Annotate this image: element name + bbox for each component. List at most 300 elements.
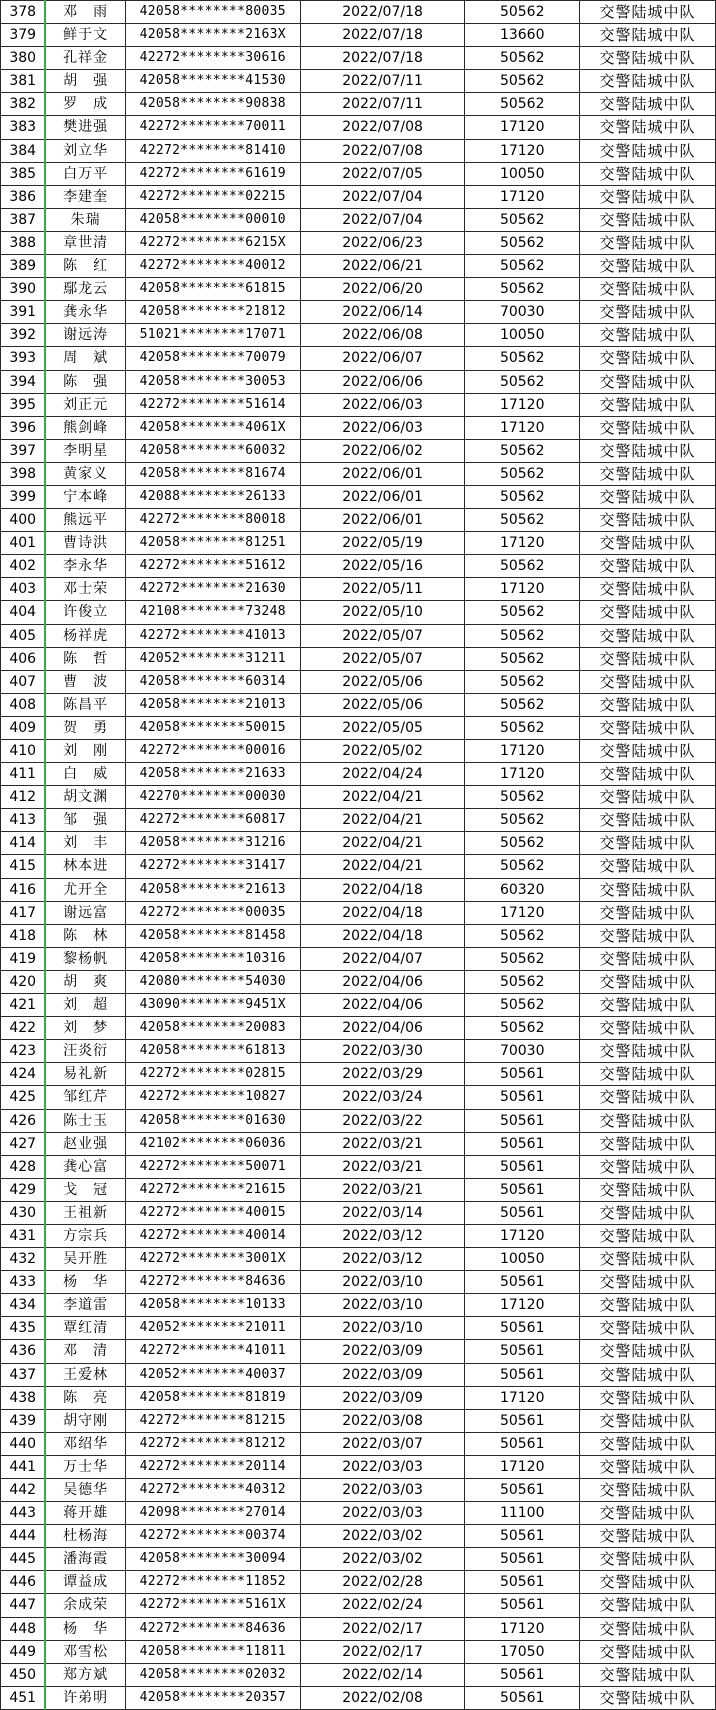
date-cell: 2022/05/07 <box>300 647 465 670</box>
id-number-cell: 42272********70011 <box>125 116 300 139</box>
date-cell: 2022/06/08 <box>300 324 465 347</box>
row-number-cell: 425 <box>1 1086 46 1109</box>
table-row <box>1 578 716 601</box>
date-cell: 2022/03/14 <box>300 1201 465 1224</box>
table-row <box>1 1109 716 1132</box>
name-cell: 蒋开雄 <box>45 1502 125 1525</box>
row-number-cell: 444 <box>1 1525 46 1548</box>
unit-cell: 交警陆城中队 <box>580 924 716 947</box>
row-number-cell: 380 <box>1 47 46 70</box>
amount-cell: 50562 <box>465 485 580 508</box>
amount-cell: 17120 <box>465 393 580 416</box>
id-number-cell: 42088********26133 <box>125 485 300 508</box>
id-number-cell: 42058********81458 <box>125 924 300 947</box>
id-number-cell: 42272********31417 <box>125 855 300 878</box>
unit-cell: 交警陆城中队 <box>580 393 716 416</box>
unit-cell: 交警陆城中队 <box>580 947 716 970</box>
table-row <box>1 1317 716 1340</box>
unit-cell: 交警陆城中队 <box>580 1455 716 1478</box>
row-number-cell: 436 <box>1 1340 46 1363</box>
name-cell: 杨 华 <box>45 1617 125 1640</box>
id-number-cell: 42272********21630 <box>125 578 300 601</box>
date-cell: 2022/03/02 <box>300 1548 465 1571</box>
id-number-cell: 42272********81215 <box>125 1409 300 1432</box>
table-row <box>1 970 716 993</box>
amount-cell: 50562 <box>465 716 580 739</box>
date-cell: 2022/05/06 <box>300 693 465 716</box>
table-row <box>1 786 716 809</box>
amount-cell: 50562 <box>465 555 580 578</box>
date-cell: 2022/07/08 <box>300 139 465 162</box>
name-cell: 熊远平 <box>45 509 125 532</box>
row-number-cell: 404 <box>1 601 46 624</box>
table-row <box>1 1086 716 1109</box>
id-number-cell: 42058********21613 <box>125 878 300 901</box>
date-cell: 2022/06/01 <box>300 462 465 485</box>
amount-cell: 50562 <box>465 347 580 370</box>
amount-cell: 17120 <box>465 1617 580 1640</box>
unit-cell: 交警陆城中队 <box>580 162 716 185</box>
date-cell: 2022/06/20 <box>300 278 465 301</box>
table-row <box>1 255 716 278</box>
row-number-cell: 451 <box>1 1686 46 1709</box>
date-cell: 2022/03/10 <box>300 1317 465 1340</box>
table-row <box>1 231 716 254</box>
table-row <box>1 1017 716 1040</box>
name-cell: 杜杨海 <box>45 1525 125 1548</box>
id-number-cell: 42058********11811 <box>125 1640 300 1663</box>
amount-cell: 50562 <box>465 994 580 1017</box>
id-number-cell: 42080********54030 <box>125 970 300 993</box>
unit-cell: 交警陆城中队 <box>580 301 716 324</box>
table-row <box>1 901 716 924</box>
table-row <box>1 47 716 70</box>
date-cell: 2022/05/19 <box>300 532 465 555</box>
amount-cell: 17120 <box>465 1455 580 1478</box>
row-number-cell: 392 <box>1 324 46 347</box>
id-number-cell: 42272********50071 <box>125 1155 300 1178</box>
date-cell: 2022/03/02 <box>300 1525 465 1548</box>
row-number-cell: 416 <box>1 878 46 901</box>
row-number-cell: 401 <box>1 532 46 555</box>
date-cell: 2022/07/11 <box>300 70 465 93</box>
name-cell: 方宗兵 <box>45 1224 125 1247</box>
table-row <box>1 462 716 485</box>
date-cell: 2022/03/03 <box>300 1479 465 1502</box>
id-number-cell: 42272********00374 <box>125 1525 300 1548</box>
amount-cell: 17120 <box>465 1224 580 1247</box>
name-cell: 邓 清 <box>45 1340 125 1363</box>
amount-cell: 50561 <box>465 1409 580 1432</box>
id-number-cell: 42058********61813 <box>125 1040 300 1063</box>
table-row <box>1 139 716 162</box>
row-number-cell: 448 <box>1 1617 46 1640</box>
unit-cell: 交警陆城中队 <box>580 1640 716 1663</box>
amount-cell: 50562 <box>465 601 580 624</box>
id-number-cell: 42270********00030 <box>125 786 300 809</box>
id-number-cell: 42058********90838 <box>125 93 300 116</box>
unit-cell: 交警陆城中队 <box>580 1340 716 1363</box>
unit-cell: 交警陆城中队 <box>580 670 716 693</box>
table-row <box>1 1248 716 1271</box>
id-number-cell: 42272********51614 <box>125 393 300 416</box>
row-number-cell: 437 <box>1 1363 46 1386</box>
name-cell: 汪炎衍 <box>45 1040 125 1063</box>
name-cell: 李永华 <box>45 555 125 578</box>
row-number-cell: 381 <box>1 70 46 93</box>
unit-cell: 交警陆城中队 <box>580 1086 716 1109</box>
table-row <box>1 370 716 393</box>
unit-cell: 交警陆城中队 <box>580 347 716 370</box>
name-cell: 陈士玉 <box>45 1109 125 1132</box>
name-cell: 朱瑞 <box>45 208 125 231</box>
name-cell: 陈昌平 <box>45 693 125 716</box>
amount-cell: 17120 <box>465 1294 580 1317</box>
row-number-cell: 420 <box>1 970 46 993</box>
id-number-cell: 42272********20114 <box>125 1455 300 1478</box>
date-cell: 2022/02/24 <box>300 1594 465 1617</box>
row-number-cell: 385 <box>1 162 46 185</box>
table-row <box>1 1640 716 1663</box>
amount-cell: 70030 <box>465 1040 580 1063</box>
row-number-cell: 409 <box>1 716 46 739</box>
row-number-cell: 438 <box>1 1386 46 1409</box>
id-number-cell: 42102********06036 <box>125 1132 300 1155</box>
table-row <box>1 24 716 47</box>
unit-cell: 交警陆城中队 <box>580 116 716 139</box>
amount-cell: 50562 <box>465 208 580 231</box>
date-cell: 2022/02/17 <box>300 1640 465 1663</box>
unit-cell: 交警陆城中队 <box>580 509 716 532</box>
amount-cell: 50561 <box>465 1686 580 1709</box>
unit-cell: 交警陆城中队 <box>580 1617 716 1640</box>
table-row <box>1 878 716 901</box>
row-number-cell: 429 <box>1 1178 46 1201</box>
date-cell: 2022/05/11 <box>300 578 465 601</box>
table-row <box>1 93 716 116</box>
row-number-cell: 390 <box>1 278 46 301</box>
unit-cell: 交警陆城中队 <box>580 1686 716 1709</box>
id-number-cell: 42058********00010 <box>125 208 300 231</box>
date-cell: 2022/06/01 <box>300 509 465 532</box>
row-number-cell: 407 <box>1 670 46 693</box>
table-row <box>1 393 716 416</box>
table-row <box>1 1224 716 1247</box>
date-cell: 2022/03/09 <box>300 1363 465 1386</box>
id-number-cell: 42058********01630 <box>125 1109 300 1132</box>
unit-cell: 交警陆城中队 <box>580 278 716 301</box>
table-row <box>1 116 716 139</box>
name-cell: 邓雪松 <box>45 1640 125 1663</box>
id-number-cell: 42272********00035 <box>125 901 300 924</box>
unit-cell: 交警陆城中队 <box>580 1271 716 1294</box>
id-number-cell: 42052********31211 <box>125 647 300 670</box>
row-number-cell: 388 <box>1 231 46 254</box>
id-number-cell: 42272********40014 <box>125 1224 300 1247</box>
id-number-cell: 42272********6215X <box>125 231 300 254</box>
name-cell: 胡守刚 <box>45 1409 125 1432</box>
id-number-cell: 42272********81410 <box>125 139 300 162</box>
table-row <box>1 1617 716 1640</box>
table-row <box>1 439 716 462</box>
id-number-cell: 43090********9451X <box>125 994 300 1017</box>
amount-cell: 10050 <box>465 1248 580 1271</box>
amount-cell: 50562 <box>465 1017 580 1040</box>
row-number-cell: 402 <box>1 555 46 578</box>
name-cell: 胡 强 <box>45 70 125 93</box>
unit-cell: 交警陆城中队 <box>580 416 716 439</box>
amount-cell: 50561 <box>465 1132 580 1155</box>
table-row <box>1 1479 716 1502</box>
name-cell: 李建奎 <box>45 185 125 208</box>
date-cell: 2022/07/08 <box>300 116 465 139</box>
id-number-cell: 42058********81674 <box>125 462 300 485</box>
name-cell: 杨 华 <box>45 1271 125 1294</box>
unit-cell: 交警陆城中队 <box>580 1479 716 1502</box>
unit-cell: 交警陆城中队 <box>580 1663 716 1686</box>
name-cell: 王爱林 <box>45 1363 125 1386</box>
amount-cell: 17050 <box>465 1640 580 1663</box>
table-row <box>1 809 716 832</box>
date-cell: 2022/04/21 <box>300 855 465 878</box>
unit-cell: 交警陆城中队 <box>580 901 716 924</box>
date-cell: 2022/05/05 <box>300 716 465 739</box>
date-cell: 2022/06/21 <box>300 255 465 278</box>
unit-cell: 交警陆城中队 <box>580 185 716 208</box>
amount-cell: 50561 <box>465 1432 580 1455</box>
row-number-cell: 428 <box>1 1155 46 1178</box>
id-number-cell: 42058********30053 <box>125 370 300 393</box>
name-cell: 吴开胜 <box>45 1248 125 1271</box>
row-number-cell: 413 <box>1 809 46 832</box>
table-row <box>1 1340 716 1363</box>
date-cell: 2022/04/21 <box>300 832 465 855</box>
date-cell: 2022/06/23 <box>300 231 465 254</box>
name-cell: 黎杨帆 <box>45 947 125 970</box>
id-number-cell: 42272********21615 <box>125 1178 300 1201</box>
id-number-cell: 42272********61619 <box>125 162 300 185</box>
name-cell: 李道雷 <box>45 1294 125 1317</box>
row-number-cell: 403 <box>1 578 46 601</box>
date-cell: 2022/03/07 <box>300 1432 465 1455</box>
row-number-cell: 400 <box>1 509 46 532</box>
row-number-cell: 433 <box>1 1271 46 1294</box>
amount-cell: 50562 <box>465 832 580 855</box>
date-cell: 2022/07/05 <box>300 162 465 185</box>
name-cell: 邹红芹 <box>45 1086 125 1109</box>
unit-cell: 交警陆城中队 <box>580 601 716 624</box>
amount-cell: 50561 <box>465 1086 580 1109</box>
table-row <box>1 1571 716 1594</box>
row-number-cell: 408 <box>1 693 46 716</box>
name-cell: 陈 红 <box>45 255 125 278</box>
date-cell: 2022/05/06 <box>300 670 465 693</box>
name-cell: 陈 强 <box>45 370 125 393</box>
table-row <box>1 1525 716 1548</box>
amount-cell: 10050 <box>465 324 580 347</box>
amount-cell: 50562 <box>465 947 580 970</box>
unit-cell: 交警陆城中队 <box>580 693 716 716</box>
amount-cell: 50562 <box>465 255 580 278</box>
date-cell: 2022/07/04 <box>300 185 465 208</box>
unit-cell: 交警陆城中队 <box>580 1201 716 1224</box>
name-cell: 赵业强 <box>45 1132 125 1155</box>
amount-cell: 50561 <box>465 1178 580 1201</box>
unit-cell: 交警陆城中队 <box>580 624 716 647</box>
row-number-cell: 396 <box>1 416 46 439</box>
amount-cell: 13660 <box>465 24 580 47</box>
date-cell: 2022/06/03 <box>300 393 465 416</box>
id-number-cell: 42272********5161X <box>125 1594 300 1617</box>
name-cell: 白万平 <box>45 162 125 185</box>
row-number-cell: 399 <box>1 485 46 508</box>
id-number-cell: 42058********60032 <box>125 439 300 462</box>
table-row <box>1 716 716 739</box>
row-number-cell: 422 <box>1 1017 46 1040</box>
name-cell: 许弟明 <box>45 1686 125 1709</box>
id-number-cell: 42058********60314 <box>125 670 300 693</box>
date-cell: 2022/04/21 <box>300 809 465 832</box>
table-row <box>1 1063 716 1086</box>
row-number-cell: 440 <box>1 1432 46 1455</box>
id-number-cell: 42058********21812 <box>125 301 300 324</box>
id-number-cell: 42272********02815 <box>125 1063 300 1086</box>
name-cell: 孔祥金 <box>45 47 125 70</box>
name-cell: 胡 爽 <box>45 970 125 993</box>
id-number-cell: 42058********50015 <box>125 716 300 739</box>
amount-cell: 50561 <box>465 1109 580 1132</box>
records-table-body <box>1 1 716 1710</box>
unit-cell: 交警陆城中队 <box>580 740 716 763</box>
table-row <box>1 485 716 508</box>
row-number-cell: 398 <box>1 462 46 485</box>
row-number-cell: 423 <box>1 1040 46 1063</box>
amount-cell: 17120 <box>465 1386 580 1409</box>
unit-cell: 交警陆城中队 <box>580 1017 716 1040</box>
unit-cell: 交警陆城中队 <box>580 70 716 93</box>
id-number-cell: 42058********2163X <box>125 24 300 47</box>
name-cell: 刘 刚 <box>45 740 125 763</box>
unit-cell: 交警陆城中队 <box>580 1363 716 1386</box>
name-cell: 谢远涛 <box>45 324 125 347</box>
name-cell: 陈 林 <box>45 924 125 947</box>
amount-cell: 50561 <box>465 1155 580 1178</box>
id-number-cell: 42098********27014 <box>125 1502 300 1525</box>
table-row <box>1 1502 716 1525</box>
id-number-cell: 42058********4061X <box>125 416 300 439</box>
table-row <box>1 647 716 670</box>
id-number-cell: 51021********17071 <box>125 324 300 347</box>
row-number-cell: 435 <box>1 1317 46 1340</box>
date-cell: 2022/03/21 <box>300 1132 465 1155</box>
date-cell: 2022/03/24 <box>300 1086 465 1109</box>
amount-cell: 50561 <box>465 1525 580 1548</box>
amount-cell: 50562 <box>465 47 580 70</box>
row-number-cell: 383 <box>1 116 46 139</box>
row-number-cell: 426 <box>1 1109 46 1132</box>
unit-cell: 交警陆城中队 <box>580 1502 716 1525</box>
date-cell: 2022/03/29 <box>300 1063 465 1086</box>
table-row <box>1 301 716 324</box>
unit-cell: 交警陆城中队 <box>580 809 716 832</box>
unit-cell: 交警陆城中队 <box>580 1 716 24</box>
row-number-cell: 382 <box>1 93 46 116</box>
id-number-cell: 42058********30094 <box>125 1548 300 1571</box>
amount-cell: 50562 <box>465 278 580 301</box>
unit-cell: 交警陆城中队 <box>580 1409 716 1432</box>
id-number-cell: 42058********20083 <box>125 1017 300 1040</box>
table-row <box>1 740 716 763</box>
date-cell: 2022/02/08 <box>300 1686 465 1709</box>
id-number-cell: 42058********10133 <box>125 1294 300 1317</box>
table-row <box>1 1363 716 1386</box>
name-cell: 余成荣 <box>45 1594 125 1617</box>
unit-cell: 交警陆城中队 <box>580 139 716 162</box>
name-cell: 郑方斌 <box>45 1663 125 1686</box>
id-number-cell: 42058********81251 <box>125 532 300 555</box>
date-cell: 2022/02/17 <box>300 1617 465 1640</box>
name-cell: 鲜于文 <box>45 24 125 47</box>
name-cell: 刘正元 <box>45 393 125 416</box>
date-cell: 2022/03/12 <box>300 1248 465 1271</box>
date-cell: 2022/03/22 <box>300 1109 465 1132</box>
name-cell: 熊剑峰 <box>45 416 125 439</box>
row-number-cell: 379 <box>1 24 46 47</box>
id-number-cell: 42108********73248 <box>125 601 300 624</box>
amount-cell: 50562 <box>465 624 580 647</box>
row-number-cell: 447 <box>1 1594 46 1617</box>
table-row <box>1 1040 716 1063</box>
amount-cell: 50561 <box>465 1548 580 1571</box>
name-cell: 周 斌 <box>45 347 125 370</box>
unit-cell: 交警陆城中队 <box>580 255 716 278</box>
row-number-cell: 427 <box>1 1132 46 1155</box>
name-cell: 曹诗洪 <box>45 532 125 555</box>
name-cell: 邓 雨 <box>45 1 125 24</box>
unit-cell: 交警陆城中队 <box>580 1063 716 1086</box>
row-number-cell: 432 <box>1 1248 46 1271</box>
table-row <box>1 1548 716 1571</box>
unit-cell: 交警陆城中队 <box>580 47 716 70</box>
amount-cell: 17120 <box>465 740 580 763</box>
amount-cell: 17120 <box>465 532 580 555</box>
name-cell: 杨祥虎 <box>45 624 125 647</box>
name-cell: 胡文渊 <box>45 786 125 809</box>
date-cell: 2022/03/30 <box>300 1040 465 1063</box>
row-number-cell: 419 <box>1 947 46 970</box>
table-row <box>1 1294 716 1317</box>
table-row <box>1 509 716 532</box>
amount-cell: 50562 <box>465 231 580 254</box>
id-number-cell: 42272********40015 <box>125 1201 300 1224</box>
name-cell: 邓绍华 <box>45 1432 125 1455</box>
amount-cell: 17120 <box>465 763 580 786</box>
amount-cell: 50562 <box>465 1 580 24</box>
unit-cell: 交警陆城中队 <box>580 324 716 347</box>
date-cell: 2022/04/18 <box>300 924 465 947</box>
name-cell: 贺 勇 <box>45 716 125 739</box>
amount-cell: 50561 <box>465 1317 580 1340</box>
row-number-cell: 393 <box>1 347 46 370</box>
name-cell: 刘立华 <box>45 139 125 162</box>
row-number-cell: 414 <box>1 832 46 855</box>
amount-cell: 11100 <box>465 1502 580 1525</box>
name-cell: 许俊立 <box>45 601 125 624</box>
id-number-cell: 42272********10827 <box>125 1086 300 1109</box>
row-number-cell: 411 <box>1 763 46 786</box>
amount-cell: 50562 <box>465 786 580 809</box>
date-cell: 2022/04/18 <box>300 878 465 901</box>
